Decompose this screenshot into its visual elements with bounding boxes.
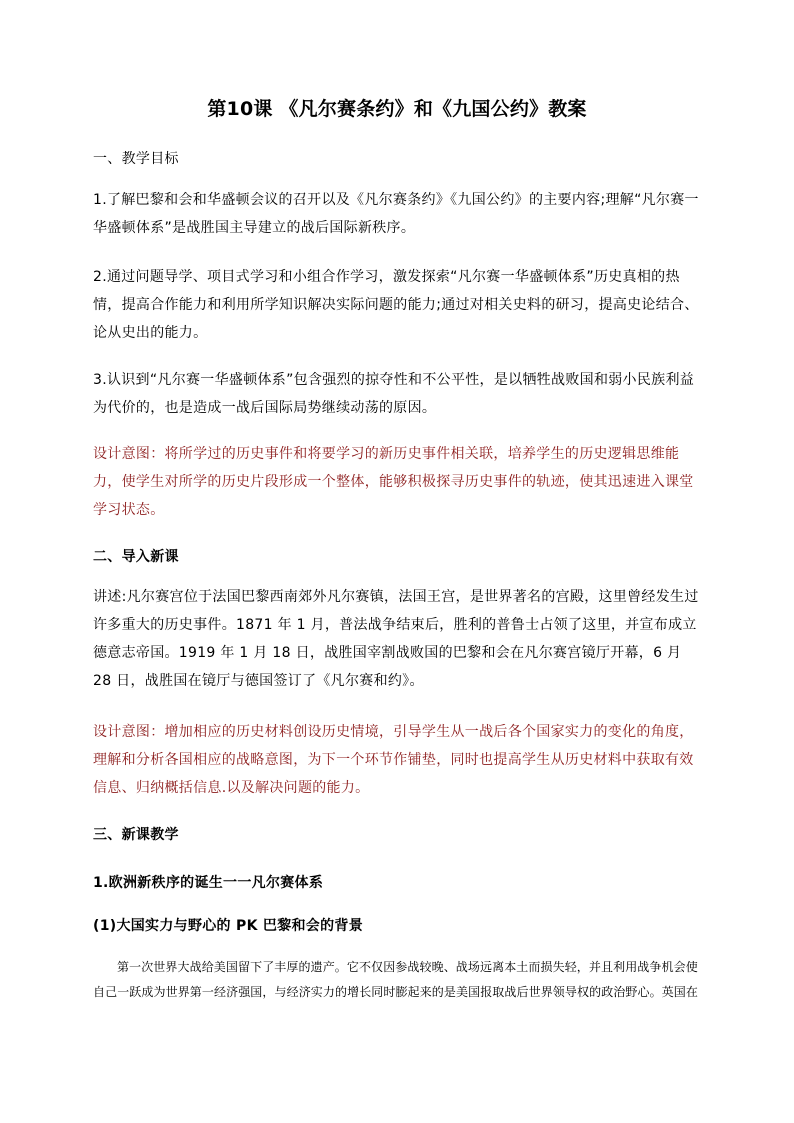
objective-2: 2.通过问题导学、项目式学习和小组合作学习，激发探索“凡尔赛一华盛顿体系”历史真相的热情，提高合作能力和利用所学知识解决实际问题的能力;通过对相关史料的研习，提高史论结合、论从史出的能力。 xyxy=(93,269,699,341)
subheading-paris-conference-background: (1)大国实力与野心的 PK 巴黎和会的背景 xyxy=(93,918,363,934)
section-heading-new-lesson: 三、新课教学 xyxy=(93,827,179,843)
objective-1: 1.了解巴黎和会和华盛顿会议的召开以及《凡尔赛条约》《九国公约》的主要内容;理解“凡尔赛一华盛顿体系”是战胜国主导建立的战后国际新秩序。 xyxy=(93,192,699,236)
section-heading-intro: 二、导入新课 xyxy=(93,549,179,565)
subheading-versailles-system: 1.欧洲新秩序的诞生一一凡尔赛体系 xyxy=(93,875,324,891)
body-paragraph: 第一次世界大战给美国留下了丰厚的遗产。它不仅因参战较晚、战场远离本土而损失轻，并且利用战争机会使自己一跃成为世界第一经济强国，与经济实力的增长同时膨起来的是美国报取战后世界领导权的政治野心。英国在 xyxy=(93,960,699,999)
design-intent-2: 设计意图：增加相应的历史材料创设历史情境，引导学生从一战后各个国家实力的变化的角度，理解和分析各国相应的战略意图，为下一个环节作铺垫，同时也提高学生从历史材料中获取有效信息、归纳概括信息.以及解决问题的能力。 xyxy=(93,724,694,796)
section-heading-objectives: 一、教学目标 xyxy=(93,151,179,167)
lecture-paragraph: 讲述:凡尔赛宫位于法国巴黎西南郊外凡尔赛镇，法国王宫，是世界著名的宫殿，这里曾经发生过许多重大的历史事件。1871 年 1 月，普法战争结束后，胜利的普鲁士占领了这里，并宣布成立德意志帝国。1919 年 1 月 18 日，战胜国宰割战败国的巴黎和会在凡尔赛宫镜厅开幕，6 月 28 日，战胜国在镜厅与德国签订了《凡尔赛和约》。 xyxy=(93,589,699,689)
document-title: 第10课 《凡尔赛条约》和《九国公约》教案 xyxy=(207,98,587,120)
objective-3: 3.认识到“凡尔赛一华盛顿体系”包含强烈的掠夺性和不公平性，是以牺牲战败国和弱小民族利益为代价的，也是造成一战后国际局势继续动荡的原因。 xyxy=(93,372,695,416)
design-intent-1: 设计意图：将所学过的历史事件和将要学习的新历史事件相关联，培养学生的历史逻辑思维能力，使学生对所学的历史片段形成一个整体，能够积极探寻历史事件的轨迹，使其迅速进入课堂学习状态。 xyxy=(93,446,694,518)
